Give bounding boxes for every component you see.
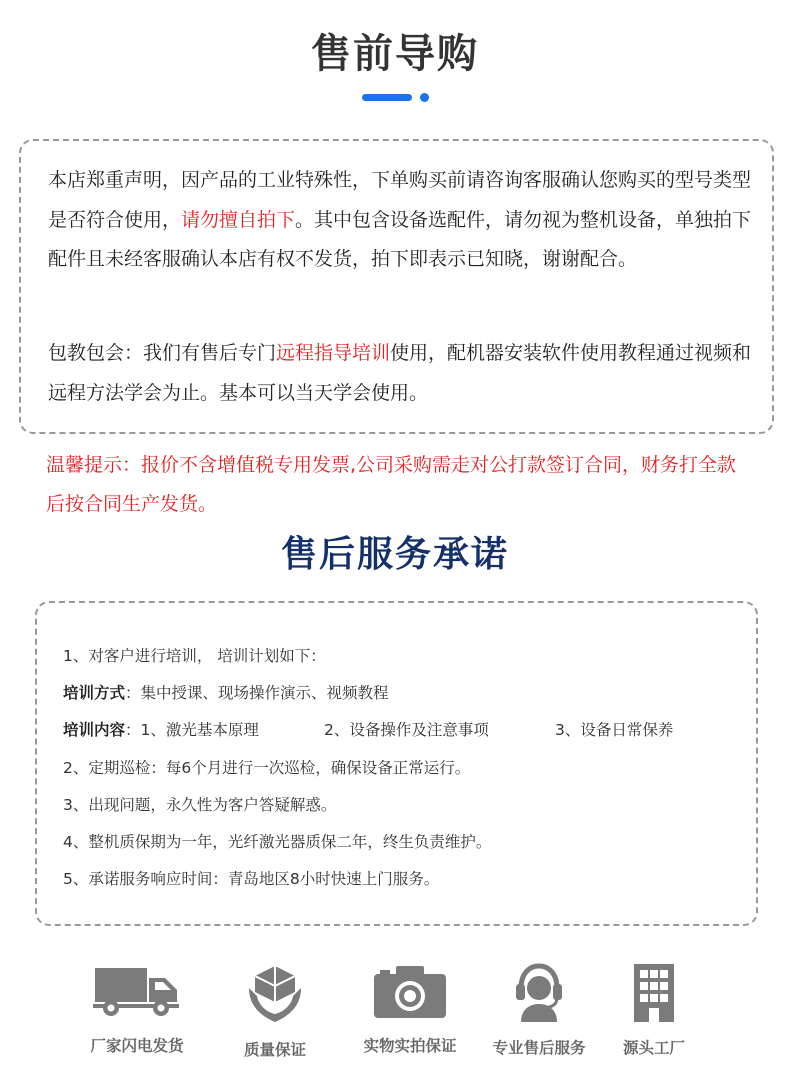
training-highlight: 远程指导培训 [276, 342, 391, 364]
training-paragraph [48, 334, 753, 413]
service-label: 专业售后服务 [492, 1039, 586, 1057]
training-method-line [63, 683, 389, 703]
notice-text: 。其中包含设备选配件，请勿视为整机设备，单独拍下配件且未经客服确认本店有权不发货，拍下即表示已知晓，谢谢配合。 [48, 208, 752, 270]
factory-icon [632, 962, 676, 1024]
training-item-2: 2、设备操作及注意事项 [324, 721, 489, 739]
training-text: 使用，配机器安装软件使用教程通过视频和远程方法学会为止。基本可以当天学会使用。 [48, 342, 752, 404]
service-real-photos [340, 962, 480, 1056]
promise-line-5: 5、承诺服务响应时间：青岛地区8小时快速上门服务。 [63, 870, 440, 888]
service-label: 厂家闪电发货 [90, 1037, 184, 1055]
decoration-dot [420, 93, 429, 102]
camera-icon [372, 962, 448, 1020]
training-method-label: 培训方式 [63, 684, 126, 702]
promise-line-4: 4、整机质保期为一年，光纤激光器质保二年，终生负责维护。 [63, 833, 492, 851]
training-item-1: ：1、激光基本原理 [125, 721, 259, 739]
notice-paragraph [48, 161, 753, 280]
title-decoration [360, 94, 440, 102]
training-text: 包教包会：我们有售后专门 [48, 342, 277, 364]
notice-highlight: 请勿擅自拍下 [181, 208, 296, 231]
training-content-line [63, 720, 743, 740]
headset-icon [513, 962, 565, 1024]
aftersale-box [35, 601, 758, 926]
aftersale-title: 售后服务承诺 [280, 534, 509, 575]
promise-line-2: 2、定期巡检：每6个月进行一次巡检，确保设备正常运行。 [63, 759, 471, 777]
promise-line-3: 3、出现问题，永久性为客户答疑解惑。 [63, 796, 337, 814]
service-label: 实物实拍保证 [363, 1037, 457, 1055]
service-label: 源头工厂 [622, 1039, 685, 1057]
service-fast-shipping [67, 962, 207, 1056]
promise-line-1: 1、对客户进行培训， 培训计划如下： [63, 647, 326, 665]
truck-icon [93, 962, 181, 1018]
training-item-3: 3、设备日常保养 [555, 721, 674, 739]
presale-title: 售前导购 [311, 31, 479, 77]
service-source-factory [584, 962, 724, 1058]
training-method-value: ：集中授课、现场操作演示、视频教程 [125, 684, 389, 702]
warm-tip: 温馨提示：报价不含增值税专用发票,公司采购需走对公打款签订合同，财务打全款后按合同生产发货。 [46, 454, 737, 515]
shield-icon [245, 962, 305, 1026]
presale-notice-box [19, 139, 774, 434]
service-quality [205, 962, 345, 1060]
decoration-bar [362, 94, 412, 101]
service-label: 质量保证 [243, 1041, 306, 1059]
training-content-label: 培训内容 [63, 721, 126, 739]
notice-text: 本店郑重声明，因产品的工业特殊性，下单购买前请咨询客服确认您购买的型号类型是否符合使用， [48, 169, 752, 231]
